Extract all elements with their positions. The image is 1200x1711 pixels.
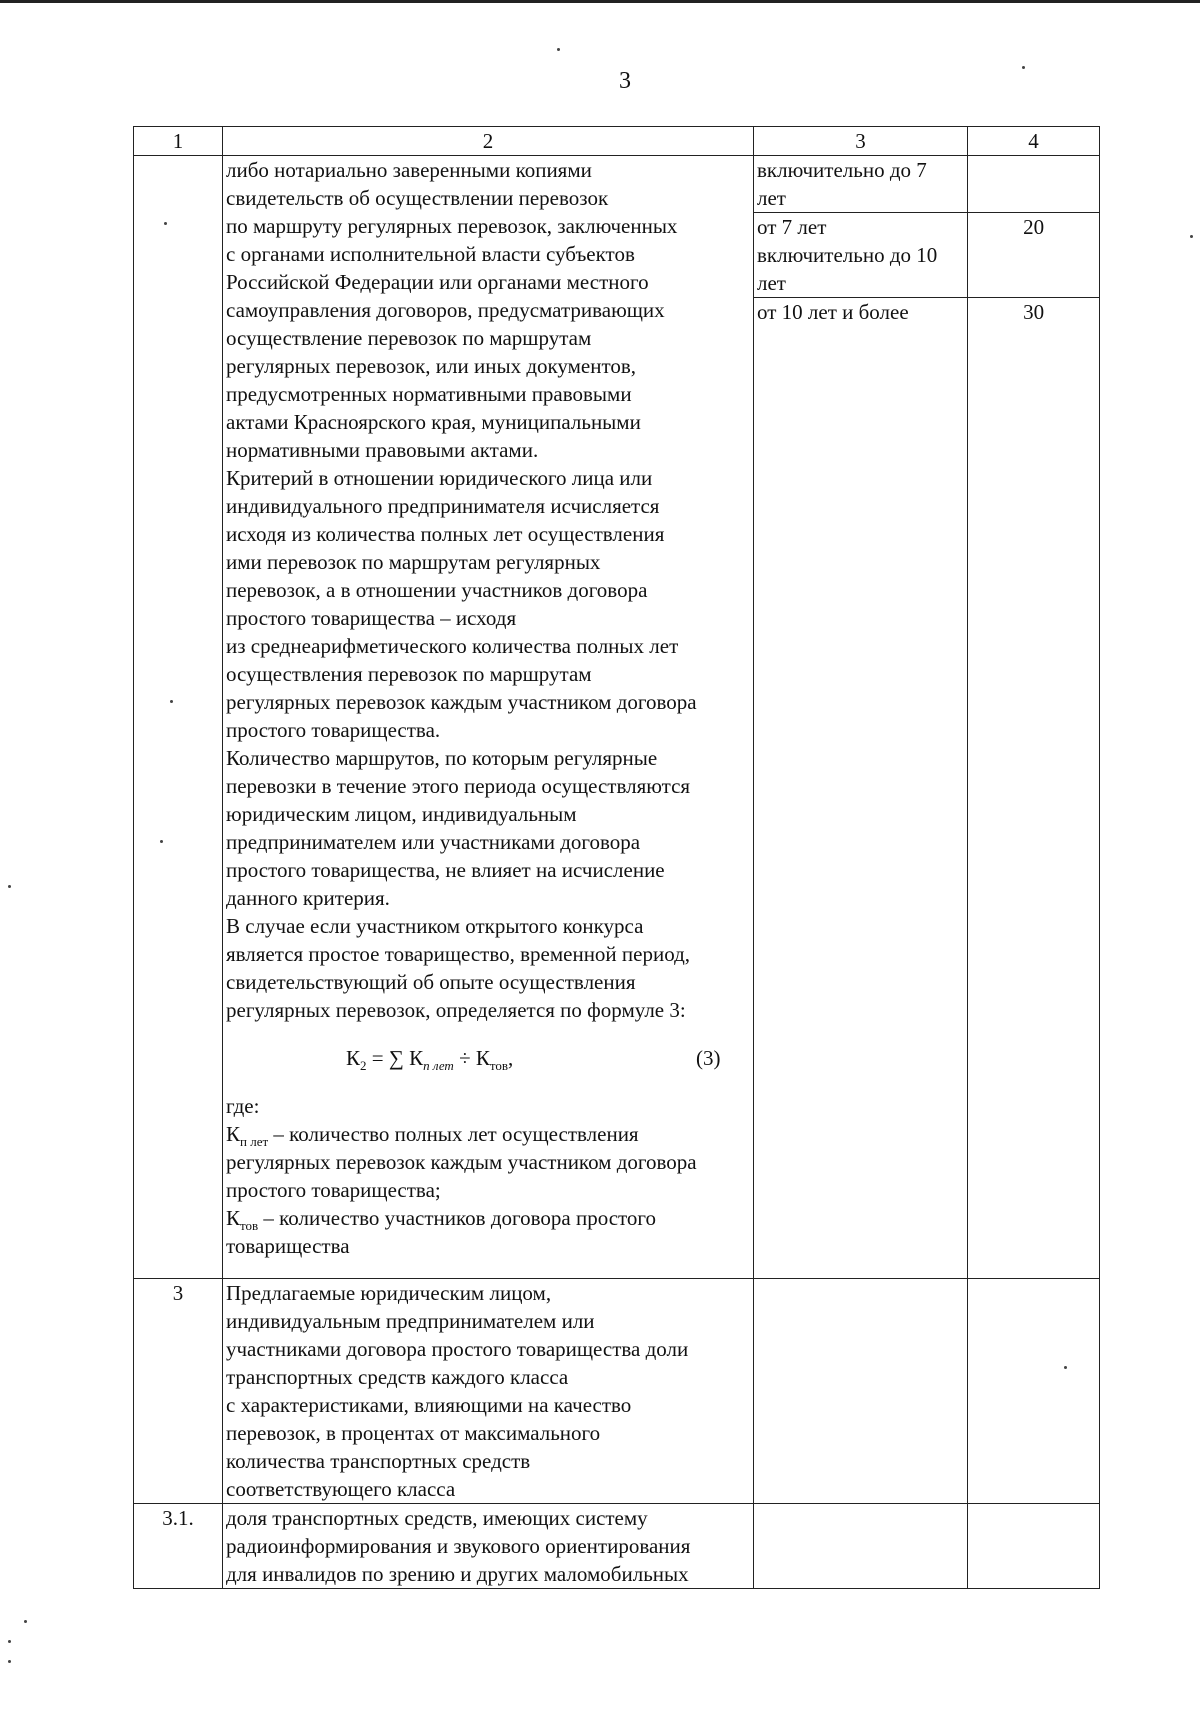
points-cell xyxy=(968,1279,1100,1504)
text-line: включительно до 10 xyxy=(757,243,938,267)
table-row xyxy=(134,156,1100,1279)
header-col-1: 1 xyxy=(134,127,223,156)
formula-tail: , xyxy=(508,1046,514,1070)
text-line: лет xyxy=(757,271,786,295)
period-cell xyxy=(754,213,968,298)
score-row xyxy=(754,156,1099,213)
scan-speck xyxy=(1022,66,1025,69)
paragraph-routes xyxy=(226,744,750,912)
period-cell xyxy=(754,1279,968,1504)
def-subscript: п лет xyxy=(240,1134,269,1150)
definitions xyxy=(226,1092,750,1260)
text-line: от 10 лет и более xyxy=(757,300,909,324)
text-line: осуществление перевозок по маршрутам xyxy=(226,326,592,350)
text-line: транспортных средств каждого класса xyxy=(226,1365,569,1389)
text-line: включительно до 7 xyxy=(757,158,927,182)
text-line: свидетельств об осуществлении перевозок xyxy=(226,186,609,210)
scan-speck xyxy=(24,1620,27,1623)
text-line: предпринимателем или участниками договора xyxy=(226,830,641,854)
text-line: простого товарищества. xyxy=(226,718,441,742)
points-cell: 30 xyxy=(1023,300,1045,324)
scan-speck xyxy=(164,222,167,225)
text-line: Количество маршрутов, по которым регулярные xyxy=(226,746,658,770)
text-line: осуществления перевозок по маршрутам xyxy=(226,662,592,686)
points-cell xyxy=(968,156,1099,213)
text-line: простого товарищества; xyxy=(226,1178,441,1202)
formula-subscript: 2 xyxy=(360,1058,367,1074)
text-line: либо нотариально заверенными копиями xyxy=(226,158,592,182)
text-line: регулярных перевозок каждым участником договора xyxy=(226,690,697,714)
text-line: Предлагаемые юридическим лицом, xyxy=(226,1281,552,1305)
definition-ktov xyxy=(226,1204,750,1232)
text-line: соответствующего класса xyxy=(226,1477,456,1501)
header-col-2: 2 xyxy=(223,127,754,156)
formula-subscript: n лет xyxy=(423,1058,454,1074)
score-cell xyxy=(754,156,1100,1279)
text-line: с характеристиками, влияющими на качество xyxy=(226,1393,632,1417)
scan-speck xyxy=(557,48,560,51)
text-line: перевозок, а в отношении участников договора xyxy=(226,578,648,602)
formula-subscript: тов xyxy=(489,1058,509,1074)
text-line: участниками договора простого товарищества доли xyxy=(226,1337,689,1361)
paragraph-criterion xyxy=(226,464,750,744)
formula-3 xyxy=(226,1044,750,1072)
text-line: самоуправления договоров, предусматривающих xyxy=(226,298,665,322)
formula-divide: ÷ К xyxy=(453,1046,490,1070)
table-row xyxy=(134,1504,1100,1589)
paragraph-partnership xyxy=(226,912,750,1024)
text-line: В случае если участником открытого конкурса xyxy=(226,914,644,938)
row-number xyxy=(134,156,223,1279)
text-line: для инвалидов по зрению и других маломобильных xyxy=(226,1562,689,1586)
text-line: лет xyxy=(757,186,786,210)
points-cell: 20 xyxy=(968,213,1099,298)
scan-speck xyxy=(8,1640,11,1643)
period-cell xyxy=(754,1504,968,1589)
text-line: ими перевозок по маршрутам регулярных xyxy=(226,550,601,574)
text-line: по маршруту регулярных перевозок, заключенных xyxy=(226,214,678,238)
score-row xyxy=(754,298,1099,1279)
scan-speck xyxy=(8,885,11,888)
text-line: простого товарищества – исходя xyxy=(226,606,517,630)
text-line: с органами исполнительной власти субъектов xyxy=(226,242,635,266)
score-subtable xyxy=(754,156,1099,1278)
paragraph-documents xyxy=(226,156,750,464)
where-label: где: xyxy=(226,1094,260,1118)
text-line: индивидуального предпринимателя исчисляется xyxy=(226,494,660,518)
row-number: 3.1. xyxy=(134,1504,223,1589)
points-cell xyxy=(968,1504,1100,1589)
formula-number: (3) xyxy=(696,1046,721,1070)
header-col-4: 4 xyxy=(968,127,1100,156)
criteria-table xyxy=(133,126,1100,1589)
text-line: актами Красноярского края, муниципальными xyxy=(226,410,641,434)
def-symbol: К xyxy=(226,1122,241,1146)
criterion-text xyxy=(223,1279,754,1504)
text-line: Критерий в отношении юридического лица или xyxy=(226,466,653,490)
text-line: юридическим лицом, индивидуальным xyxy=(226,802,577,826)
text-line: из среднеарифметического количества полных лет xyxy=(226,634,679,658)
text-line: регулярных перевозок каждым участником договора xyxy=(226,1150,697,1174)
period-cell xyxy=(754,156,968,213)
text-line: – количество участников договора простого xyxy=(258,1206,657,1230)
def-symbol: К xyxy=(226,1206,241,1230)
score-row xyxy=(754,213,1099,298)
header-col-3: 3 xyxy=(754,127,968,156)
text-line: нормативными правовыми актами. xyxy=(226,438,539,462)
period-cell xyxy=(754,298,968,1279)
scan-speck xyxy=(8,1660,11,1663)
def-subscript: тов xyxy=(240,1218,259,1234)
formula-sum: = ∑ К xyxy=(366,1046,424,1070)
scan-speck xyxy=(170,700,173,703)
header-row xyxy=(134,127,1100,156)
page-number: 3 xyxy=(619,68,631,94)
text-line: является простое товарищество, временной период, xyxy=(226,942,691,966)
text-line: свидетельствующий об опыте осуществления xyxy=(226,970,636,994)
formula-symbol: К xyxy=(346,1046,361,1070)
text-line: от 7 лет xyxy=(757,215,827,239)
text-line: радиоинформирования и звукового ориентирования xyxy=(226,1534,691,1558)
scan-speck xyxy=(1190,235,1193,238)
text-line: перевозки в течение этого периода осуществляются xyxy=(226,774,691,798)
row-number: 3 xyxy=(134,1279,223,1504)
text-line: регулярных перевозок, или иных документов, xyxy=(226,354,637,378)
scan-speck xyxy=(1064,1366,1067,1369)
scan-speck xyxy=(160,840,163,843)
text-line: перевозок, в процентах от максимального xyxy=(226,1421,601,1445)
text-line: простого товарищества, не влияет на исчисление xyxy=(226,858,665,882)
text-line: предусмотренных нормативными правовыми xyxy=(226,382,632,406)
table-row xyxy=(134,1279,1100,1504)
criterion-text xyxy=(223,1504,754,1589)
top-rule xyxy=(0,0,1200,3)
definition-kn xyxy=(226,1120,750,1148)
text-line: доля транспортных средств, имеющих систему xyxy=(226,1506,648,1530)
text-line: регулярных перевозок, определяется по формуле 3: xyxy=(226,998,686,1022)
text-line: индивидуальным предпринимателем или xyxy=(226,1309,595,1333)
text-line: количества транспортных средств xyxy=(226,1449,531,1473)
text-line: – количество полных лет осуществления xyxy=(268,1122,639,1146)
criterion-text xyxy=(223,156,754,1279)
text-line: товарищества xyxy=(226,1234,350,1258)
text-line: данного критерия. xyxy=(226,886,390,910)
text-line: Российской Федерации или органами местного xyxy=(226,270,649,294)
text-line: исходя из количества полных лет осуществления xyxy=(226,522,665,546)
